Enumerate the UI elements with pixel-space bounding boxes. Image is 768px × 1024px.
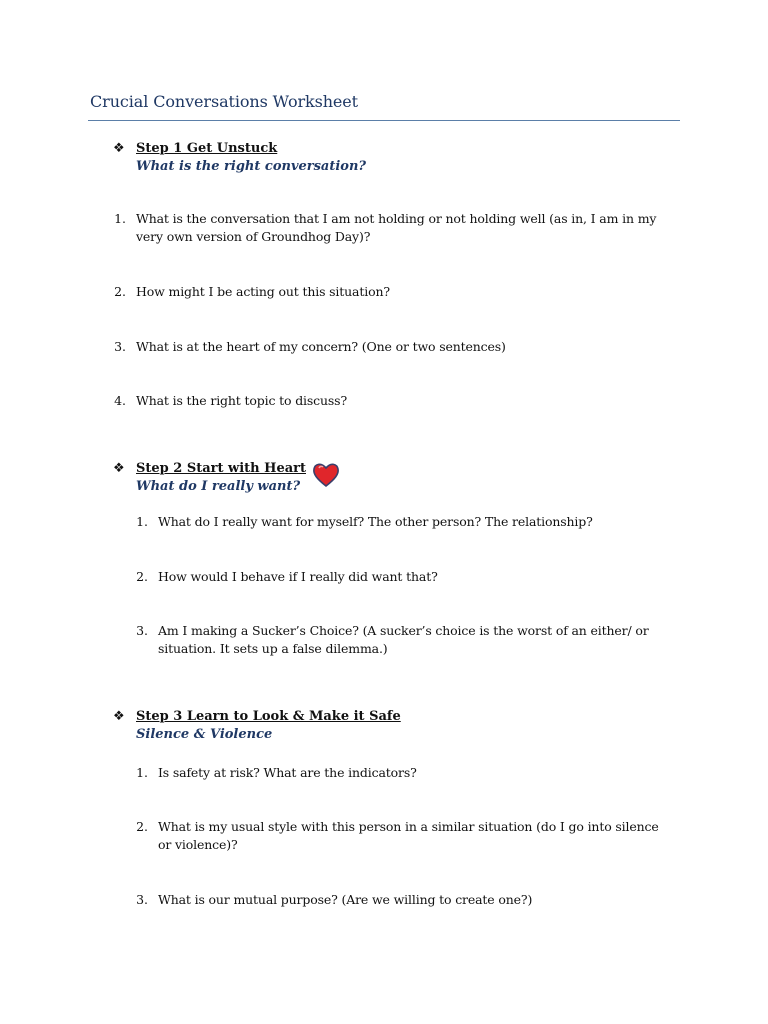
question-number: 2. [136, 819, 148, 834]
question-text: What is the conversation that I am not holding or not holding well (as in, I am in my [136, 211, 657, 226]
question-text: What is at the heart of my concern? (One or two sentences) [136, 339, 506, 354]
diamond-bullet-icon: ❖ [113, 709, 125, 724]
question-number: 4. [114, 393, 126, 408]
question-number: 2. [114, 284, 126, 299]
title-divider [88, 120, 680, 121]
heart-icon [312, 462, 340, 488]
question-text: What is my usual style with this person in a similar situation (do I go into silence [158, 819, 659, 834]
step-2-heading: Step 2 Start with Heart [136, 461, 306, 476]
page-title: Crucial Conversations Worksheet [90, 92, 359, 111]
step-3-heading: Step 3 Learn to Look & Make it Safe [136, 709, 401, 724]
diamond-bullet-icon: ❖ [113, 141, 125, 156]
question-number: 1. [114, 211, 126, 226]
step-3-subheading: Silence & Violence [136, 727, 273, 742]
question-text: Is safety at risk? What are the indicators? [158, 765, 417, 780]
step-2-subheading: What do I really want? [136, 479, 301, 494]
diamond-bullet-icon: ❖ [113, 461, 125, 476]
question-text: What is our mutual purpose? (Are we willing to create one?) [158, 892, 533, 907]
question-number: 1. [136, 765, 148, 780]
question-text: How would I behave if I really did want that? [158, 569, 438, 584]
question-text: What do I really want for myself? The other person? The relationship? [158, 514, 593, 529]
question-number: 3. [136, 892, 148, 907]
question-text: very own version of Groundhog Day)? [136, 229, 371, 244]
question-text: or violence)? [158, 837, 238, 852]
question-text: What is the right topic to discuss? [136, 393, 347, 408]
question-number: 3. [136, 623, 148, 638]
question-text: Am I making a Sucker’s Choice? (A sucker’s choice is the worst of an either/ or [158, 623, 649, 638]
question-number: 3. [114, 339, 126, 354]
step-1-heading: Step 1 Get Unstuck [136, 141, 278, 156]
question-number: 1. [136, 514, 148, 529]
question-text: situation. It sets up a false dilemma.) [158, 641, 388, 656]
question-number: 2. [136, 569, 148, 584]
question-text: How might I be acting out this situation? [136, 284, 390, 299]
step-1-subheading: What is the right conversation? [136, 159, 367, 174]
